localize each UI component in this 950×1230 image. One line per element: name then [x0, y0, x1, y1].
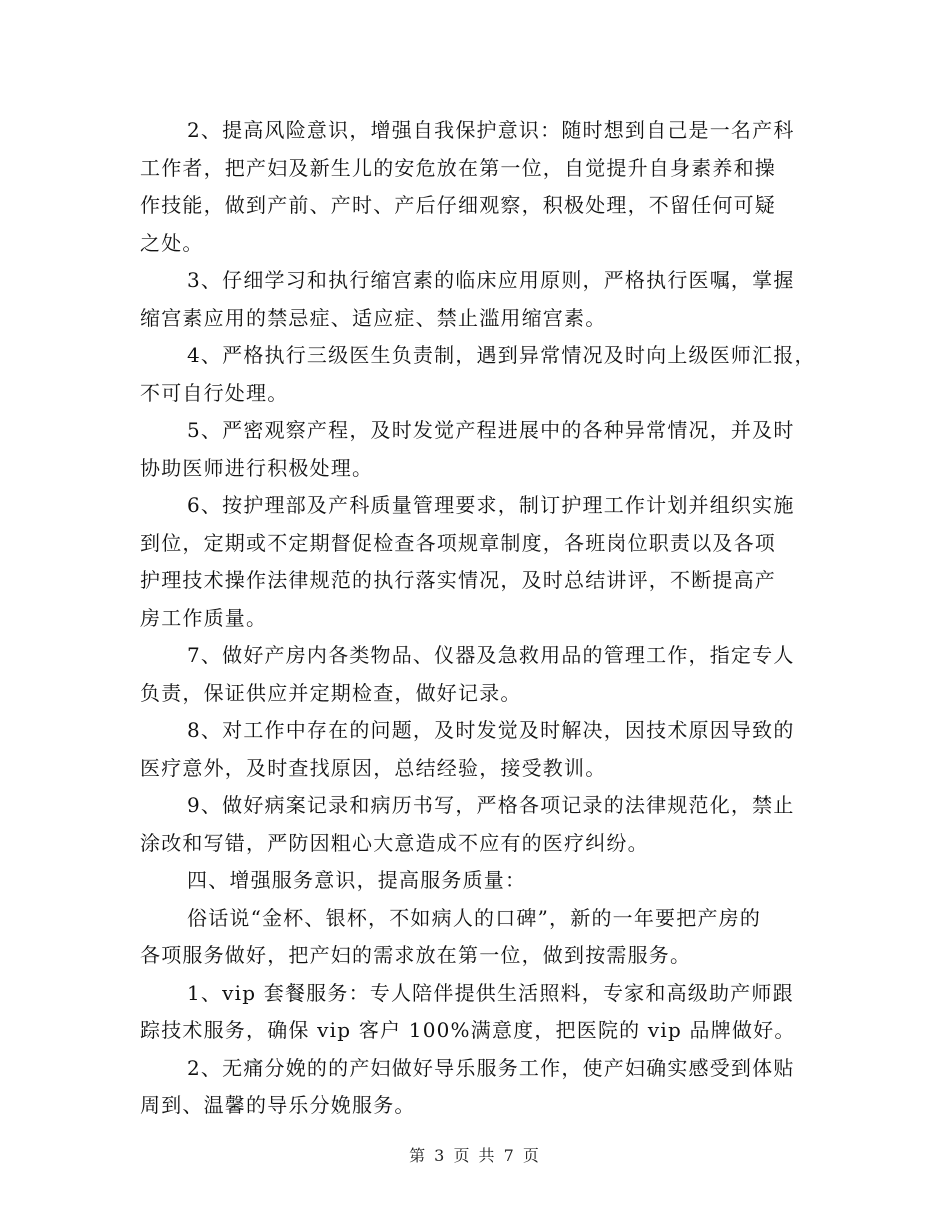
text-line: 2、提高风险意识，增强自我保护意识：随时想到自己是一名产科	[187, 118, 795, 142]
text-line: 不可自行处理。	[140, 380, 289, 405]
paragraph	[140, 262, 812, 337]
paragraph	[140, 637, 812, 712]
text-line: 四、增强服务意识，提高服务质量：	[187, 868, 527, 892]
paragraph	[140, 862, 812, 900]
text-line: 负责，保证供应并定期检查，做好记录。	[140, 680, 522, 705]
text-line: 到位，定期或不定期督促检查各项规章制度，各班岗位职责以及各项	[140, 530, 776, 555]
text-line: 俗话说“金杯、银杯，不如病人的口碑”，新的一年要把产房的	[187, 905, 762, 930]
text-line: 4、严格执行三级医生负责制，遇到异常情况及时向上级医师汇报，	[187, 343, 816, 367]
paragraph	[140, 975, 812, 1050]
text-line: 缩宫素应用的禁忌症、适应症、禁止滥用缩宫素。	[140, 305, 607, 330]
text-line: 护理技术操作法律规范的执行落实情况，及时总结讲评，不断提高产	[140, 568, 776, 592]
text-line: 涂改和写错，严防因粗心大意造成不应有的医疗纠纷。	[140, 830, 649, 855]
text-line: 之处。	[140, 230, 204, 255]
paragraph	[140, 900, 812, 975]
text-line: 1、vip 套餐服务：专人陪伴提供生活照料，专家和高级助产师跟	[187, 980, 794, 1005]
paragraph	[140, 1050, 812, 1125]
page-footer: 第 3 页 共 7 页	[409, 1146, 541, 1165]
text-line: 9、做好病案记录和病历书写，严格各项记录的法律规范化，禁止	[187, 793, 795, 817]
paragraph	[140, 412, 812, 487]
text-line: 周到、温馨的导乐分娩服务。	[140, 1093, 416, 1117]
text-line: 2、无痛分娩的的产妇做好导乐服务工作，使产妇确实感受到体贴	[187, 1055, 795, 1080]
text-line: 3、仔细学习和执行缩宫素的临床应用原则，严格执行医嘱，掌握	[187, 268, 795, 292]
paragraph	[140, 712, 812, 787]
text-line: 房工作质量。	[140, 605, 268, 630]
paragraph	[140, 487, 812, 637]
text-line: 工作者，把产妇及新生儿的安危放在第一位，自觉提升自身素养和操	[140, 155, 776, 180]
text-line: 协助医师进行积极处理。	[140, 455, 374, 480]
document-body	[140, 112, 816, 1125]
text-line: 踪技术服务，确保 vip 客户 100%满意度，把医院的 vip 品牌做好。	[140, 1018, 796, 1042]
text-line: 5、严密观察产程，及时发觉产程进展中的各种异常情况，并及时	[187, 418, 795, 442]
text-line: 6、按护理部及产科质量管理要求，制订护理工作计划并组织实施	[187, 493, 795, 517]
paragraph	[140, 112, 812, 262]
text-line: 医疗意外，及时查找原因，总结经验，接受教训。	[140, 755, 607, 780]
paragraph	[140, 337, 816, 412]
paragraph	[140, 787, 812, 862]
text-line: 8、对工作中存在的问题，及时发觉及时解决，因技术原因导致的	[187, 718, 795, 742]
text-line: 各项服务做好，把产妇的需求放在第一位，做到按需服务。	[140, 943, 692, 967]
text-line: 作技能，做到产前、产时、产后仔细观察，积极处理，不留任何可疑	[140, 193, 776, 217]
text-line: 7、做好产房内各类物品、仪器及急救用品的管理工作，指定专人	[187, 643, 795, 667]
